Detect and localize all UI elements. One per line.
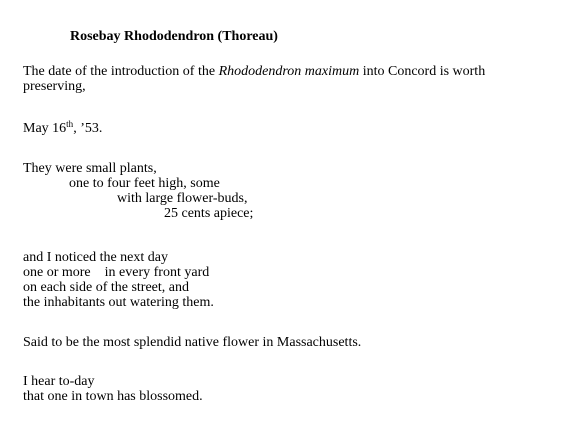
intro-text-after: into Concord is worth bbox=[359, 64, 486, 79]
stanza-1-line: with large flower-buds, bbox=[117, 191, 248, 206]
date-line bbox=[23, 121, 568, 136]
intro-line-2: preserving, bbox=[23, 79, 86, 94]
closing-line: that one in town has blossomed. bbox=[23, 389, 203, 404]
page-title: Rosebay Rhododendron (Thoreau) bbox=[70, 29, 278, 44]
stanza-2-line: the inhabitants out watering them. bbox=[23, 295, 214, 310]
stanza-2-line bbox=[23, 265, 568, 280]
intro-paragraph bbox=[23, 64, 568, 94]
stanza-1-line: 25 cents apiece; bbox=[164, 206, 254, 221]
stanza-2 bbox=[23, 250, 568, 310]
intro-text-before: The date of the introduction of the bbox=[23, 64, 219, 79]
stanza-1-line: one to four feet high, some bbox=[69, 176, 220, 191]
stanza-2-line-2a: one or more bbox=[23, 265, 91, 280]
closing-line: I hear to-day bbox=[23, 374, 95, 389]
stanza-2-line: on each side of the street, and bbox=[23, 280, 189, 295]
species-name: Rhododendron maximum bbox=[218, 64, 360, 79]
intro-line-1 bbox=[23, 64, 568, 79]
said-paragraph: Said to be the most splendid native flower in Massachusetts. bbox=[23, 335, 362, 350]
stanza-1-line: They were small plants, bbox=[23, 161, 157, 176]
closing-stanza bbox=[23, 374, 568, 404]
date-rest: , ’53. bbox=[73, 121, 103, 136]
date-prefix: May 16 bbox=[23, 121, 67, 136]
stanza-1 bbox=[23, 161, 568, 221]
stanza-2-line: and I noticed the next day bbox=[23, 250, 169, 265]
stanza-2-line-2b: in every front yard bbox=[104, 265, 210, 280]
date-ordinal-suffix: th bbox=[66, 119, 74, 129]
